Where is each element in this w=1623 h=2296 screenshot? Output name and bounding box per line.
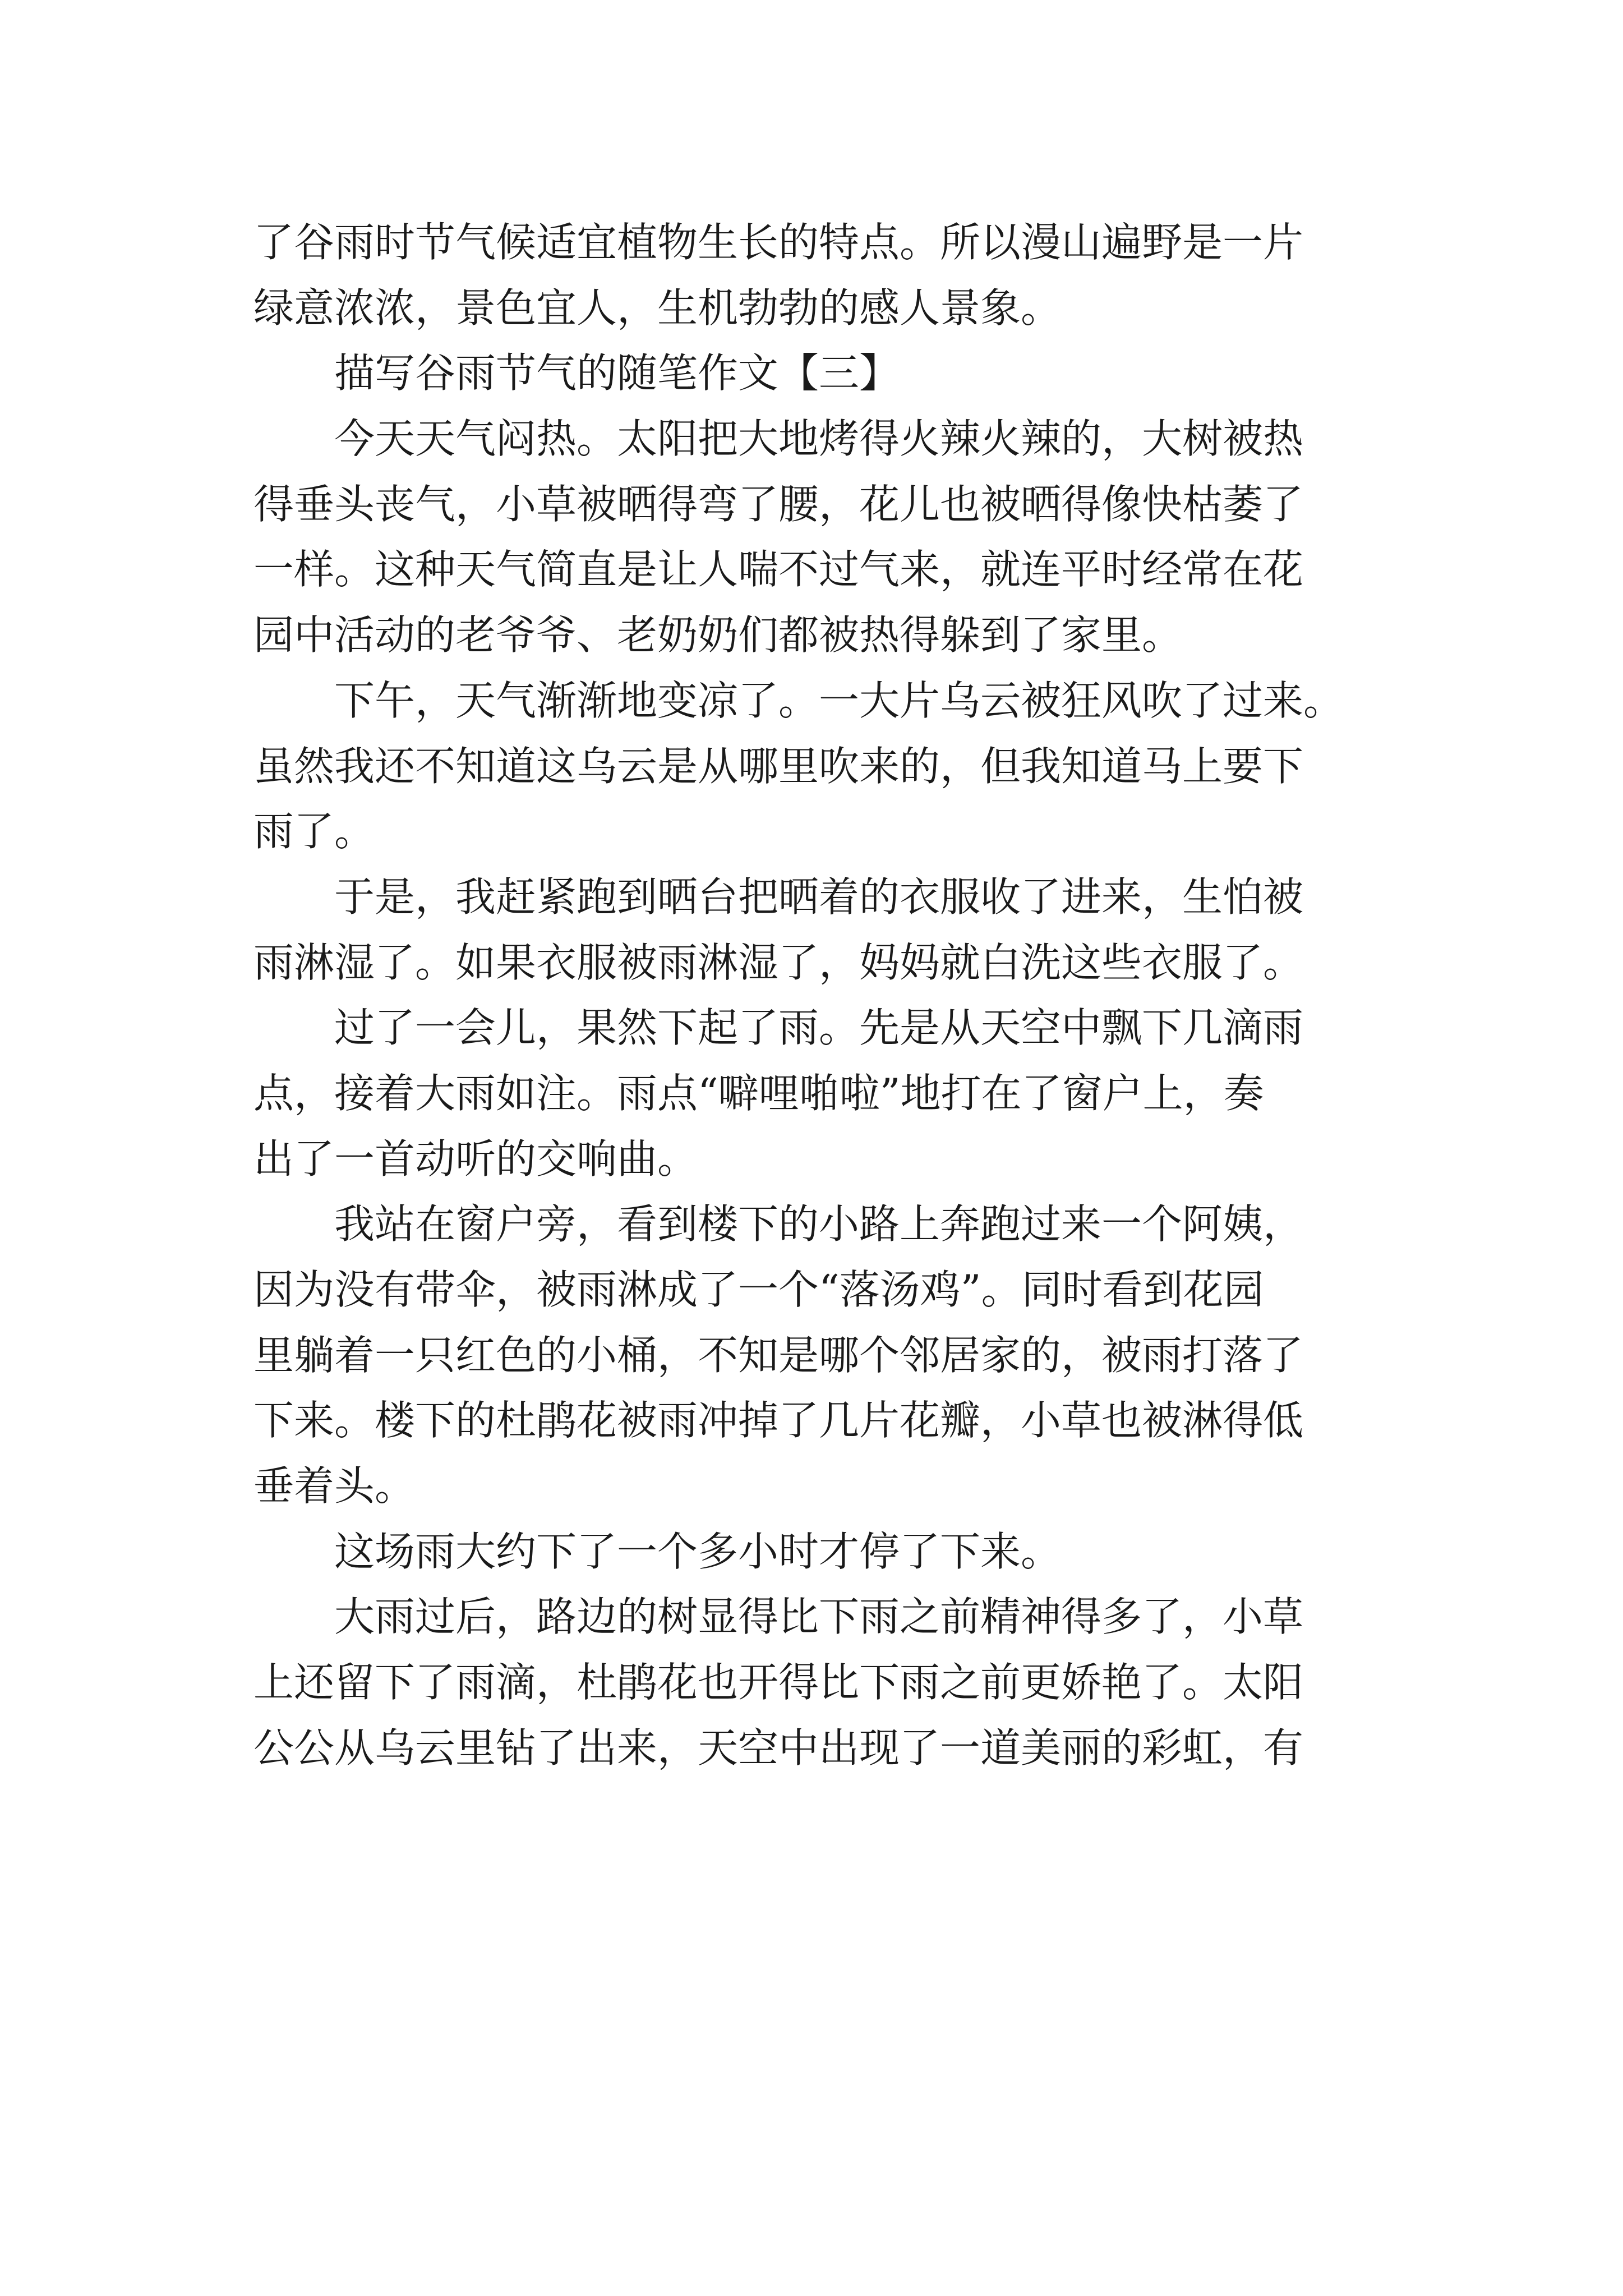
body-text [253, 210, 1392, 1781]
section-heading: 描写谷雨节气的随笔作文【三】 [253, 349, 900, 397]
text-line: 大雨过后，路边的树显得比下雨之前精神得多了，小草 [253, 1593, 1304, 1641]
text-line: 垂着头。 [253, 1462, 416, 1510]
text-line: 得垂头丧气，小草被晒得弯了腰，花儿也被晒得像快枯萎了 [253, 480, 1304, 528]
text-line: 上还留下了雨滴，杜鹃花也开得比下雨之前更娇艳了。太阳 [253, 1659, 1304, 1706]
text-line: 点，接着大雨如注。雨点“噼哩啪啦”地打在了窗户上，奏 [253, 1069, 1264, 1117]
text-line: 虽然我还不知道这乌云是从哪里吹来的，但我知道马上要下 [253, 742, 1304, 790]
text-line: 过了一会儿，果然下起了雨。先是从天空中飘下几滴雨 [253, 1004, 1304, 1052]
text-line: 出了一首动听的交响曲。 [253, 1135, 698, 1182]
text-line: 了谷雨时节气候适宜植物生长的特点。所以漫山遍野是一片 [253, 219, 1304, 266]
text-line: 公公从乌云里钻了出来，天空中出现了一道美丽的彩虹，有 [253, 1724, 1304, 1772]
text-line: 下午，天气渐渐地变凉了。一大片乌云被狂风吹了过来。 [253, 677, 1344, 724]
text-line: 绿意浓浓，景色宜人，生机勃勃的感人景象。 [253, 284, 1062, 332]
text-line: 于是，我赶紧跑到晒台把晒着的衣服收了进来，生怕被 [253, 873, 1304, 921]
text-line: 这场雨大约下了一个多小时才停了下来。 [253, 1527, 1062, 1575]
text-line: 雨了。 [253, 808, 375, 855]
text-line: 雨淋湿了。如果衣服被雨淋湿了，妈妈就白洗这些衣服了。 [253, 938, 1304, 986]
text-line: 园中活动的老爷爷、老奶奶们都被热得躲到了家里。 [253, 611, 1183, 659]
text-line: 今天天气闷热。太阳把大地烤得火辣火辣的，大树被热 [253, 415, 1304, 463]
text-line: 一样。这种天气简直是让人喘不过气来，就连平时经常在花 [253, 546, 1304, 593]
text-line: 因为没有带伞，被雨淋成了一个“落汤鸡”。同时看到花园 [253, 1266, 1264, 1313]
text-line: 我站在窗户旁，看到楼下的小路上奔跑过来一个阿姨， [253, 1200, 1304, 1248]
text-line: 里躺着一只红色的小桶，不知是哪个邻居家的，被雨打落了 [253, 1331, 1304, 1379]
text-line: 下来。楼下的杜鹃花被雨冲掉了几片花瓣，小草也被淋得低 [253, 1397, 1304, 1444]
